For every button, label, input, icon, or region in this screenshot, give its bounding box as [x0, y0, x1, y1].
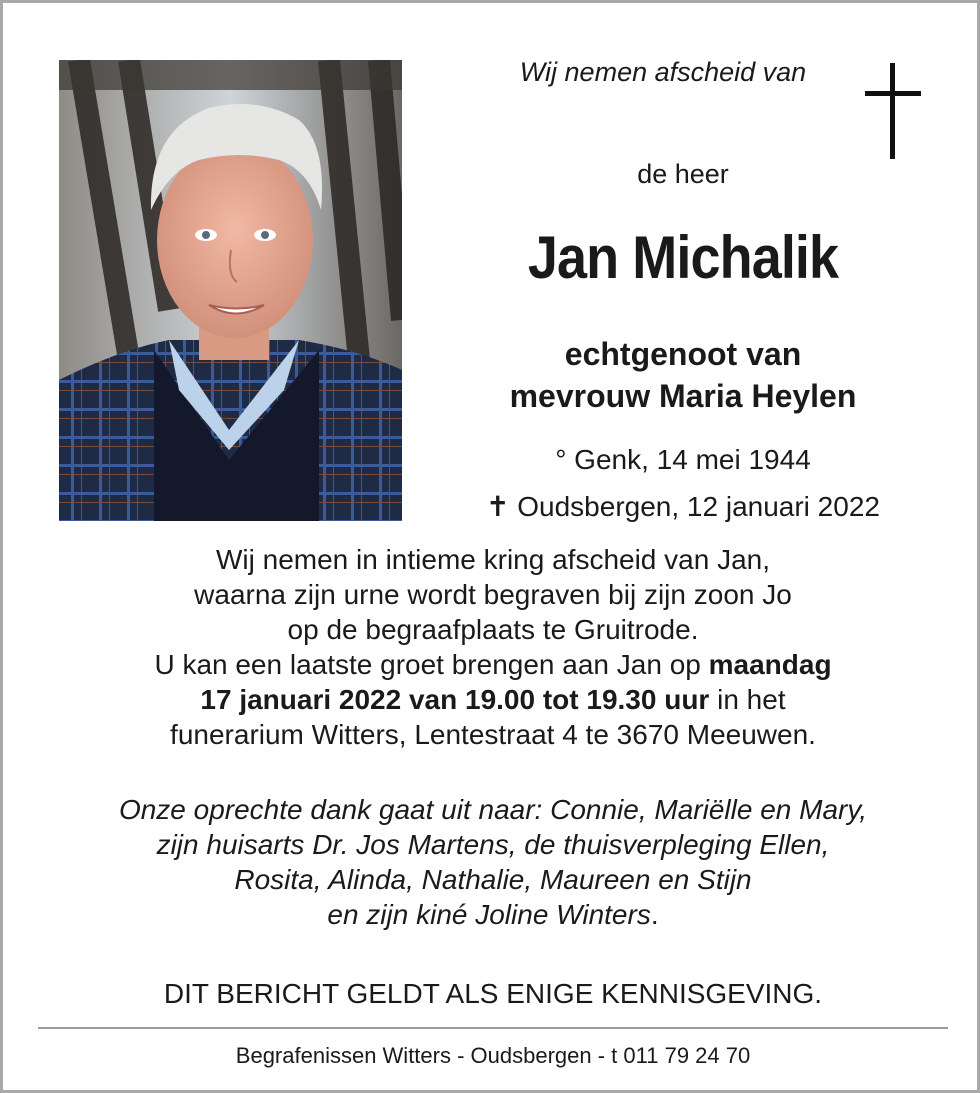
body-line: op de begraafplaats te Gruitrode. — [287, 614, 699, 645]
life-dates — [443, 436, 923, 530]
visit-day: maandag — [708, 649, 832, 680]
spouse-line-2: mevrouw Maria Heylen — [509, 378, 857, 414]
thanks-line: zijn huisarts Dr. Jos Martens, de thuisverpleging Ellen, — [156, 829, 830, 860]
portrait-photo — [59, 60, 402, 521]
visit-suffix: in het — [709, 684, 786, 715]
thanks-line: Rosita, Alinda, Nathalie, Maureen en Stijn — [234, 864, 752, 895]
thanks-text — [23, 792, 963, 932]
spouse-line-1: echtgenoot van — [564, 336, 802, 372]
divider — [38, 1027, 948, 1029]
visit-line-3: funerarium Witters, Lentestraat 4 te 3670 Meeuwen. — [170, 719, 816, 750]
body-line: waarna zijn urne wordt begraven bij zijn zoon Jo — [194, 579, 792, 610]
latin-cross-icon — [865, 63, 921, 159]
visit-datetime: 17 januari 2022 van 19.00 tot 19.30 uur — [200, 684, 710, 715]
visit-line-1 — [23, 647, 963, 682]
thanks-last-text: en zijn kiné Joline Winters — [327, 899, 651, 930]
thanks-line-last — [23, 897, 963, 932]
official-notice: DIT BERICHT GELDT ALS ENIGE KENNISGEVING. — [163, 978, 823, 1009]
visit-line-2 — [23, 682, 963, 717]
visit-prefix: U kan een laatste groet brengen aan Jan op — [154, 649, 709, 680]
funeral-home-footer: Begrafenissen Witters - Oudsbergen - t 011 79 24 70 — [235, 1043, 751, 1068]
ceremony-text — [23, 542, 963, 752]
deceased-name: Jan Michalik — [527, 224, 839, 291]
birth-line: ° Genk, 14 mei 1944 — [555, 444, 811, 475]
thanks-period: . — [650, 899, 659, 930]
intro-text: Wij nemen afscheid van — [519, 57, 807, 87]
honorific: de heer — [637, 159, 729, 189]
spouse-block — [443, 333, 923, 417]
body-line: Wij nemen in intieme kring afscheid van Jan, — [215, 544, 771, 575]
thanks-line: Onze oprechte dank gaat uit naar: Connie, Mariëlle en Mary, — [118, 794, 868, 825]
death-line: ✝ Oudsbergen, 12 januari 2022 — [486, 491, 880, 522]
